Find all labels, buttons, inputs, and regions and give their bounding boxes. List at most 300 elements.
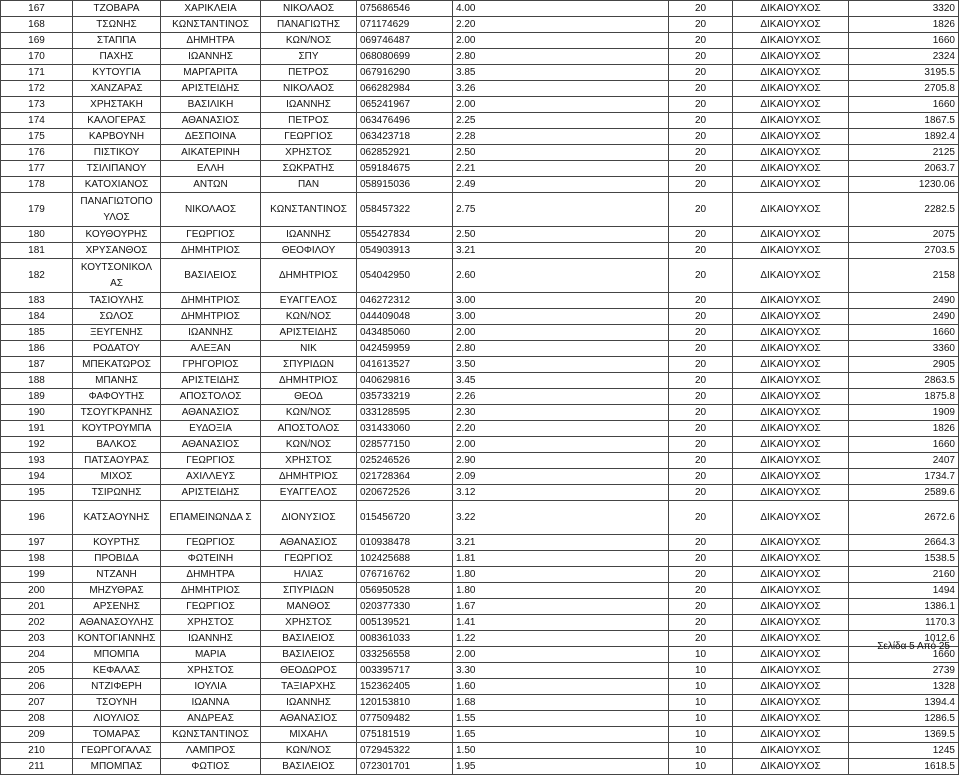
- cell-row-number: 182: [1, 259, 73, 293]
- cell-code: 066282984: [357, 81, 453, 97]
- cell-surname: ΜΠΟΜΠΑΣ: [73, 759, 161, 775]
- table-row: [1, 631, 959, 647]
- cell-row-number: 168: [1, 17, 73, 33]
- cell-code: 058457322: [357, 193, 453, 227]
- cell-father-name: ΓΕΩΡΓΙΟΣ: [261, 129, 357, 145]
- cell-quota: 20: [669, 243, 733, 259]
- cell-grade: 2.75: [453, 193, 669, 227]
- cell-row-number: 206: [1, 679, 73, 695]
- cell-surname: ΦΑΦΟΥΤΗΣ: [73, 389, 161, 405]
- table-row: [1, 259, 959, 293]
- cell-father-name: ΑΡΙΣΤΕΙΔΗΣ: [261, 325, 357, 341]
- cell-father-name: ΣΠΥΡΙΔΩΝ: [261, 357, 357, 373]
- cell-status: ΔΙΚΑΙΟΥΧΟΣ: [733, 33, 849, 49]
- cell-father-name: ΚΩΝ/ΝΟΣ: [261, 309, 357, 325]
- cell-status: ΔΙΚΑΙΟΥΧΟΣ: [733, 177, 849, 193]
- cell-father-name: ΑΘΑΝΑΣΙΟΣ: [261, 535, 357, 551]
- cell-father-name: ΣΠΥ: [261, 49, 357, 65]
- cell-status: ΔΙΚΑΙΟΥΧΟΣ: [733, 113, 849, 129]
- table-row: [1, 663, 959, 679]
- cell-points: 3320: [849, 1, 959, 17]
- cell-first-name: ΔΗΜΗΤΡΑ: [161, 33, 261, 49]
- cell-status: ΔΙΚΑΙΟΥΧΟΣ: [733, 1, 849, 17]
- cell-points: 1394.4: [849, 695, 959, 711]
- cell-quota: 10: [669, 695, 733, 711]
- cell-grade: 3.00: [453, 293, 669, 309]
- cell-father-name: ΝΙΚΟΛΑΟΣ: [261, 1, 357, 17]
- cell-father-name: ΙΩΑΝΝΗΣ: [261, 227, 357, 243]
- cell-grade: 1.60: [453, 679, 669, 695]
- cell-first-name: ΑΧΙΛΛΕΥΣ: [161, 469, 261, 485]
- cell-grade: 2.80: [453, 49, 669, 65]
- cell-first-name: ΑΡΙΣΤΕΙΔΗΣ: [161, 485, 261, 501]
- cell-row-number: 193: [1, 453, 73, 469]
- cell-status: ΔΙΚΑΙΟΥΧΟΣ: [733, 437, 849, 453]
- cell-row-number: 204: [1, 647, 73, 663]
- cell-status: ΔΙΚΑΙΟΥΧΟΣ: [733, 743, 849, 759]
- cell-status: ΔΙΚΑΙΟΥΧΟΣ: [733, 599, 849, 615]
- cell-points: 2158: [849, 259, 959, 293]
- table-row: [1, 599, 959, 615]
- cell-father-name: ΠΕΤΡΟΣ: [261, 113, 357, 129]
- cell-status: ΔΙΚΑΙΟΥΧΟΣ: [733, 421, 849, 437]
- cell-points: 1245: [849, 743, 959, 759]
- table-row: [1, 421, 959, 437]
- cell-father-name: ΒΑΣΙΛΕΙΟΣ: [261, 631, 357, 647]
- cell-first-name: ΑΘΑΝΑΣΙΟΣ: [161, 113, 261, 129]
- cell-grade: 2.80: [453, 341, 669, 357]
- cell-code: 075686546: [357, 1, 453, 17]
- cell-status: ΔΙΚΑΙΟΥΧΟΣ: [733, 711, 849, 727]
- table-row: [1, 535, 959, 551]
- cell-quota: 20: [669, 1, 733, 17]
- cell-points: 3195.5: [849, 65, 959, 81]
- table-row: [1, 501, 959, 535]
- cell-status: ΔΙΚΑΙΟΥΧΟΣ: [733, 663, 849, 679]
- cell-father-name: ΝΙΚ: [261, 341, 357, 357]
- cell-grade: 3.45: [453, 373, 669, 389]
- cell-status: ΔΙΚΑΙΟΥΧΟΣ: [733, 679, 849, 695]
- table-row: [1, 177, 959, 193]
- cell-father-name: ΚΩΝ/ΝΟΣ: [261, 743, 357, 759]
- cell-first-name: ΙΟΥΛΙΑ: [161, 679, 261, 695]
- cell-first-name: ΦΩΤΙΟΣ: [161, 759, 261, 775]
- cell-surname: ΝΤΖΑΝΗ: [73, 567, 161, 583]
- table-row: [1, 711, 959, 727]
- cell-father-name: ΔΗΜΗΤΡΙΟΣ: [261, 469, 357, 485]
- cell-code: 075181519: [357, 727, 453, 743]
- table-row: [1, 437, 959, 453]
- table-row: [1, 485, 959, 501]
- cell-first-name: ΧΑΡΙΚΛΕΙΑ: [161, 1, 261, 17]
- cell-grade: 1.22: [453, 631, 669, 647]
- cell-status: ΔΙΚΑΙΟΥΧΟΣ: [733, 535, 849, 551]
- cell-row-number: 210: [1, 743, 73, 759]
- cell-grade: 1.68: [453, 695, 669, 711]
- cell-grade: 2.60: [453, 259, 669, 293]
- table-row: [1, 227, 959, 243]
- cell-code: 062852921: [357, 145, 453, 161]
- cell-father-name: ΧΡΗΣΤΟΣ: [261, 615, 357, 631]
- cell-points: 2589.6: [849, 485, 959, 501]
- cell-surname: ΚΟΥΘΟΥΡΗΣ: [73, 227, 161, 243]
- cell-first-name: ΓΕΩΡΓΙΟΣ: [161, 535, 261, 551]
- cell-grade: 2.00: [453, 33, 669, 49]
- cell-code: 043485060: [357, 325, 453, 341]
- cell-status: ΔΙΚΑΙΟΥΧΟΣ: [733, 615, 849, 631]
- cell-code: 055427834: [357, 227, 453, 243]
- table-row: [1, 695, 959, 711]
- cell-quota: 20: [669, 17, 733, 33]
- cell-row-number: 171: [1, 65, 73, 81]
- cell-grade: 3.22: [453, 501, 669, 535]
- table-row: [1, 1, 959, 17]
- cell-points: 2490: [849, 309, 959, 325]
- cell-status: ΔΙΚΑΙΟΥΧΟΣ: [733, 727, 849, 743]
- cell-first-name: ΔΗΜΗΤΡΙΟΣ: [161, 583, 261, 599]
- cell-row-number: 207: [1, 695, 73, 711]
- cell-surname: ΤΣΩΝΗΣ: [73, 17, 161, 33]
- cell-points: 1012.6: [849, 631, 959, 647]
- cell-first-name: ΑΘΑΝΑΣΙΟΣ: [161, 437, 261, 453]
- cell-points: 1494: [849, 583, 959, 599]
- cell-father-name: ΙΩΑΝΝΗΣ: [261, 695, 357, 711]
- cell-quota: 20: [669, 357, 733, 373]
- cell-row-number: 181: [1, 243, 73, 259]
- cell-quota: 20: [669, 177, 733, 193]
- cell-surname: ΚΟΥΤΡΟΥΜΠΑ: [73, 421, 161, 437]
- cell-points: 1909: [849, 405, 959, 421]
- cell-first-name: ΙΩΑΝΝΗΣ: [161, 49, 261, 65]
- cell-quota: 20: [669, 65, 733, 81]
- table-row: [1, 469, 959, 485]
- cell-surname: ΑΡΣΕΝΗΣ: [73, 599, 161, 615]
- cell-row-number: 202: [1, 615, 73, 631]
- page-number: Σελίδα 5 Από 25: [877, 641, 950, 652]
- cell-quota: 10: [669, 759, 733, 775]
- cell-status: ΔΙΚΑΙΟΥΧΟΣ: [733, 145, 849, 161]
- cell-points: 2703.5: [849, 243, 959, 259]
- cell-status: ΔΙΚΑΙΟΥΧΟΣ: [733, 583, 849, 599]
- cell-points: 1538.5: [849, 551, 959, 567]
- cell-points: 1826: [849, 17, 959, 33]
- cell-father-name: ΠΑΝΑΓΙΩΤΗΣ: [261, 17, 357, 33]
- cell-status: ΔΙΚΑΙΟΥΧΟΣ: [733, 647, 849, 663]
- cell-first-name: ΧΡΗΣΤΟΣ: [161, 615, 261, 631]
- cell-status: ΔΙΚΑΙΟΥΧΟΣ: [733, 631, 849, 647]
- cell-code: 054042950: [357, 259, 453, 293]
- cell-points: 1369.5: [849, 727, 959, 743]
- cell-first-name: ΑΝΔΡΕΑΣ: [161, 711, 261, 727]
- table-row: [1, 679, 959, 695]
- cell-grade: 1.65: [453, 727, 669, 743]
- cell-father-name: ΧΡΗΣΤΟΣ: [261, 453, 357, 469]
- table-row: [1, 293, 959, 309]
- cell-code: 033256558: [357, 647, 453, 663]
- cell-row-number: 176: [1, 145, 73, 161]
- cell-row-number: 167: [1, 1, 73, 17]
- cell-father-name: ΚΩΝ/ΝΟΣ: [261, 437, 357, 453]
- cell-row-number: 192: [1, 437, 73, 453]
- cell-surname: ΚΟΝΤΟΓΙΑΝΝΗΣ: [73, 631, 161, 647]
- cell-quota: 20: [669, 49, 733, 65]
- cell-grade: 1.80: [453, 567, 669, 583]
- cell-grade: 1.80: [453, 583, 669, 599]
- cell-father-name: ΓΕΩΡΓΙΟΣ: [261, 551, 357, 567]
- cell-first-name: ΔΗΜΗΤΡΑ: [161, 567, 261, 583]
- cell-first-name: ΕΥΔΟΞΙΑ: [161, 421, 261, 437]
- cell-status: ΔΙΚΑΙΟΥΧΟΣ: [733, 551, 849, 567]
- cell-grade: 3.50: [453, 357, 669, 373]
- cell-father-name: ΘΕΟΔΩΡΟΣ: [261, 663, 357, 679]
- cell-code: 071174629: [357, 17, 453, 33]
- cell-father-name: ΣΩΚΡΑΤΗΣ: [261, 161, 357, 177]
- cell-surname: ΜΙΧΟΣ: [73, 469, 161, 485]
- cell-first-name: ΔΗΜΗΤΡΙΟΣ: [161, 309, 261, 325]
- cell-grade: 1.95: [453, 759, 669, 775]
- cell-row-number: 209: [1, 727, 73, 743]
- cell-grade: 3.30: [453, 663, 669, 679]
- table-row: [1, 389, 959, 405]
- cell-first-name: ΕΛΛΗ: [161, 161, 261, 177]
- cell-code: 020377330: [357, 599, 453, 615]
- cell-row-number: 175: [1, 129, 73, 145]
- cell-row-number: 203: [1, 631, 73, 647]
- cell-row-number: 190: [1, 405, 73, 421]
- cell-points: 2282.5: [849, 193, 959, 227]
- cell-quota: 20: [669, 129, 733, 145]
- cell-status: ΔΙΚΑΙΟΥΧΟΣ: [733, 501, 849, 535]
- cell-quota: 20: [669, 259, 733, 293]
- cell-row-number: 205: [1, 663, 73, 679]
- cell-grade: 2.00: [453, 437, 669, 453]
- cell-row-number: 179: [1, 193, 73, 227]
- cell-quota: 20: [669, 193, 733, 227]
- cell-row-number: 172: [1, 81, 73, 97]
- cell-code: 041613527: [357, 357, 453, 373]
- cell-code: 020672526: [357, 485, 453, 501]
- cell-quota: 10: [669, 663, 733, 679]
- cell-grade: 3.21: [453, 535, 669, 551]
- table-row: [1, 129, 959, 145]
- cell-surname: ΚΑΤΣΑΟΥΝΗΣ: [73, 501, 161, 535]
- cell-points: 1867.5: [849, 113, 959, 129]
- cell-surname: ΚΑΡΒΟΥΝΗ: [73, 129, 161, 145]
- cell-points: 2324: [849, 49, 959, 65]
- cell-points: 2075: [849, 227, 959, 243]
- cell-code: 031433060: [357, 421, 453, 437]
- cell-code: 028577150: [357, 437, 453, 453]
- cell-status: ΔΙΚΑΙΟΥΧΟΣ: [733, 453, 849, 469]
- cell-code: 068080699: [357, 49, 453, 65]
- table-row: [1, 743, 959, 759]
- cell-points: 1286.5: [849, 711, 959, 727]
- cell-father-name: ΒΑΣΙΛΕΙΟΣ: [261, 759, 357, 775]
- cell-quota: 20: [669, 161, 733, 177]
- cell-grade: 2.49: [453, 177, 669, 193]
- cell-status: ΔΙΚΑΙΟΥΧΟΣ: [733, 357, 849, 373]
- cell-grade: 2.28: [453, 129, 669, 145]
- table-row: [1, 145, 959, 161]
- cell-row-number: 185: [1, 325, 73, 341]
- cell-father-name: ΑΠΟΣΤΟΛΟΣ: [261, 421, 357, 437]
- cell-surname: ΤΣΟΥΓΚΡΑΝΗΣ: [73, 405, 161, 421]
- cell-row-number: 198: [1, 551, 73, 567]
- cell-quota: 20: [669, 33, 733, 49]
- cell-father-name: ΜΙΧΑΗΛ: [261, 727, 357, 743]
- table-body: [1, 1, 959, 775]
- cell-quota: 20: [669, 421, 733, 437]
- cell-row-number: 170: [1, 49, 73, 65]
- cell-surname: ΠΑΝΑΓΙΩΤΟΠΟ ΥΛΟΣ: [73, 193, 161, 227]
- cell-row-number: 174: [1, 113, 73, 129]
- cell-row-number: 178: [1, 177, 73, 193]
- cell-status: ΔΙΚΑΙΟΥΧΟΣ: [733, 65, 849, 81]
- cell-surname: ΤΣΙΛΙΠΑΝΟΥ: [73, 161, 161, 177]
- cell-surname: ΡΟΔΑΤΟΥ: [73, 341, 161, 357]
- cell-surname: ΒΑΛΚΟΣ: [73, 437, 161, 453]
- cell-grade: 2.90: [453, 453, 669, 469]
- cell-points: 1660: [849, 437, 959, 453]
- cell-quota: 20: [669, 373, 733, 389]
- cell-points: 2905: [849, 357, 959, 373]
- cell-father-name: ΘΕΟΦΙΛΟΥ: [261, 243, 357, 259]
- cell-row-number: 184: [1, 309, 73, 325]
- cell-points: 2160: [849, 567, 959, 583]
- cell-surname: ΚΥΤΟΥΓΙΑ: [73, 65, 161, 81]
- cell-grade: 1.50: [453, 743, 669, 759]
- cell-grade: 3.00: [453, 309, 669, 325]
- cell-father-name: ΜΑΝΘΟΣ: [261, 599, 357, 615]
- table-row: [1, 49, 959, 65]
- cell-status: ΔΙΚΑΙΟΥΧΟΣ: [733, 405, 849, 421]
- cell-quota: 20: [669, 535, 733, 551]
- cell-surname: ΜΠΕΚΑΤΩΡΟΣ: [73, 357, 161, 373]
- cell-quota: 20: [669, 309, 733, 325]
- cell-code: 069746487: [357, 33, 453, 49]
- cell-grade: 3.26: [453, 81, 669, 97]
- cell-code: 120153810: [357, 695, 453, 711]
- cell-surname: ΚΟΥΤΣΟΝΙΚΟΛ ΑΣ: [73, 259, 161, 293]
- cell-quota: 20: [669, 97, 733, 113]
- cell-grade: 2.21: [453, 161, 669, 177]
- cell-father-name: ΣΠΥΡΙΔΩΝ: [261, 583, 357, 599]
- cell-code: 152362405: [357, 679, 453, 695]
- cell-status: ΔΙΚΑΙΟΥΧΟΣ: [733, 81, 849, 97]
- cell-first-name: ΓΕΩΡΓΙΟΣ: [161, 453, 261, 469]
- cell-surname: ΚΑΛΟΓΕΡΑΣ: [73, 113, 161, 129]
- cell-first-name: ΑΡΙΣΤΕΙΔΗΣ: [161, 373, 261, 389]
- cell-code: 065241967: [357, 97, 453, 113]
- cell-first-name: ΔΕΣΠΟΙΝΑ: [161, 129, 261, 145]
- cell-first-name: ΦΩΤΕΙΝΗ: [161, 551, 261, 567]
- cell-quota: 20: [669, 437, 733, 453]
- table-row: [1, 33, 959, 49]
- cell-row-number: 177: [1, 161, 73, 177]
- table-row: [1, 357, 959, 373]
- cell-points: 1660: [849, 647, 959, 663]
- cell-points: 2063.7: [849, 161, 959, 177]
- cell-surname: ΠΡΟΒΙΔΑ: [73, 551, 161, 567]
- cell-quota: 10: [669, 727, 733, 743]
- cell-surname: ΧΑΝΖΑΡΑΣ: [73, 81, 161, 97]
- cell-first-name: ΧΡΗΣΤΟΣ: [161, 663, 261, 679]
- cell-code: 044409048: [357, 309, 453, 325]
- cell-code: 040629816: [357, 373, 453, 389]
- table-row: [1, 81, 959, 97]
- cell-row-number: 199: [1, 567, 73, 583]
- cell-status: ΔΙΚΑΙΟΥΧΟΣ: [733, 259, 849, 293]
- cell-surname: ΓΕΩΡΓΟΓΑΛΑΣ: [73, 743, 161, 759]
- cell-grade: 2.00: [453, 325, 669, 341]
- cell-father-name: ΑΘΑΝΑΣΙΟΣ: [261, 711, 357, 727]
- cell-grade: 2.50: [453, 145, 669, 161]
- cell-status: ΔΙΚΑΙΟΥΧΟΣ: [733, 49, 849, 65]
- table-row: [1, 65, 959, 81]
- cell-surname: ΤΖΟΒΑΡΑ: [73, 1, 161, 17]
- cell-father-name: ΠΕΤΡΟΣ: [261, 65, 357, 81]
- cell-father-name: ΔΗΜΗΤΡΙΟΣ: [261, 259, 357, 293]
- cell-first-name: ΑΝΤΩΝ: [161, 177, 261, 193]
- cell-code: 102425688: [357, 551, 453, 567]
- cell-surname: ΤΑΣΙΟΥΛΗΣ: [73, 293, 161, 309]
- cell-status: ΔΙΚΑΙΟΥΧΟΣ: [733, 227, 849, 243]
- cell-code: 008361033: [357, 631, 453, 647]
- cell-quota: 20: [669, 599, 733, 615]
- table-row: [1, 341, 959, 357]
- cell-quota: 20: [669, 631, 733, 647]
- cell-code: 021728364: [357, 469, 453, 485]
- cell-first-name: ΜΑΡΓΑΡΙΤΑ: [161, 65, 261, 81]
- table-row: [1, 97, 959, 113]
- cell-surname: ΝΤΖΙΦΕΡΗ: [73, 679, 161, 695]
- cell-row-number: 189: [1, 389, 73, 405]
- cell-row-number: 195: [1, 485, 73, 501]
- cell-first-name: ΓΕΩΡΓΙΟΣ: [161, 599, 261, 615]
- cell-quota: 20: [669, 325, 733, 341]
- cell-status: ΔΙΚΑΙΟΥΧΟΣ: [733, 161, 849, 177]
- cell-grade: 2.26: [453, 389, 669, 405]
- table-row: [1, 583, 959, 599]
- cell-father-name: ΕΥΑΓΓΕΛΟΣ: [261, 485, 357, 501]
- cell-quota: 10: [669, 647, 733, 663]
- cell-quota: 20: [669, 615, 733, 631]
- cell-row-number: 201: [1, 599, 73, 615]
- cell-status: ΔΙΚΑΙΟΥΧΟΣ: [733, 325, 849, 341]
- cell-status: ΔΙΚΑΙΟΥΧΟΣ: [733, 485, 849, 501]
- cell-quota: 20: [669, 469, 733, 485]
- cell-grade: 2.20: [453, 17, 669, 33]
- cell-surname: ΚΑΤΟΧΙΑΝΟΣ: [73, 177, 161, 193]
- cell-code: 035733219: [357, 389, 453, 405]
- cell-status: ΔΙΚΑΙΟΥΧΟΣ: [733, 341, 849, 357]
- cell-father-name: ΙΩΑΝΝΗΣ: [261, 97, 357, 113]
- cell-surname: ΠΙΣΤΙΚΟΥ: [73, 145, 161, 161]
- cell-grade: 2.09: [453, 469, 669, 485]
- cell-code: 058915036: [357, 177, 453, 193]
- cell-points: 1618.5: [849, 759, 959, 775]
- cell-status: ΔΙΚΑΙΟΥΧΟΣ: [733, 695, 849, 711]
- cell-first-name: ΙΩΑΝΝΗΣ: [161, 631, 261, 647]
- cell-quota: 20: [669, 583, 733, 599]
- cell-surname: ΤΣΟΥΝΗ: [73, 695, 161, 711]
- cell-first-name: ΛΑΜΠΡΟΣ: [161, 743, 261, 759]
- cell-grade: 4.00: [453, 1, 669, 17]
- cell-code: 005139521: [357, 615, 453, 631]
- table-row: [1, 193, 959, 227]
- cell-status: ΔΙΚΑΙΟΥΧΟΣ: [733, 469, 849, 485]
- table-row: [1, 551, 959, 567]
